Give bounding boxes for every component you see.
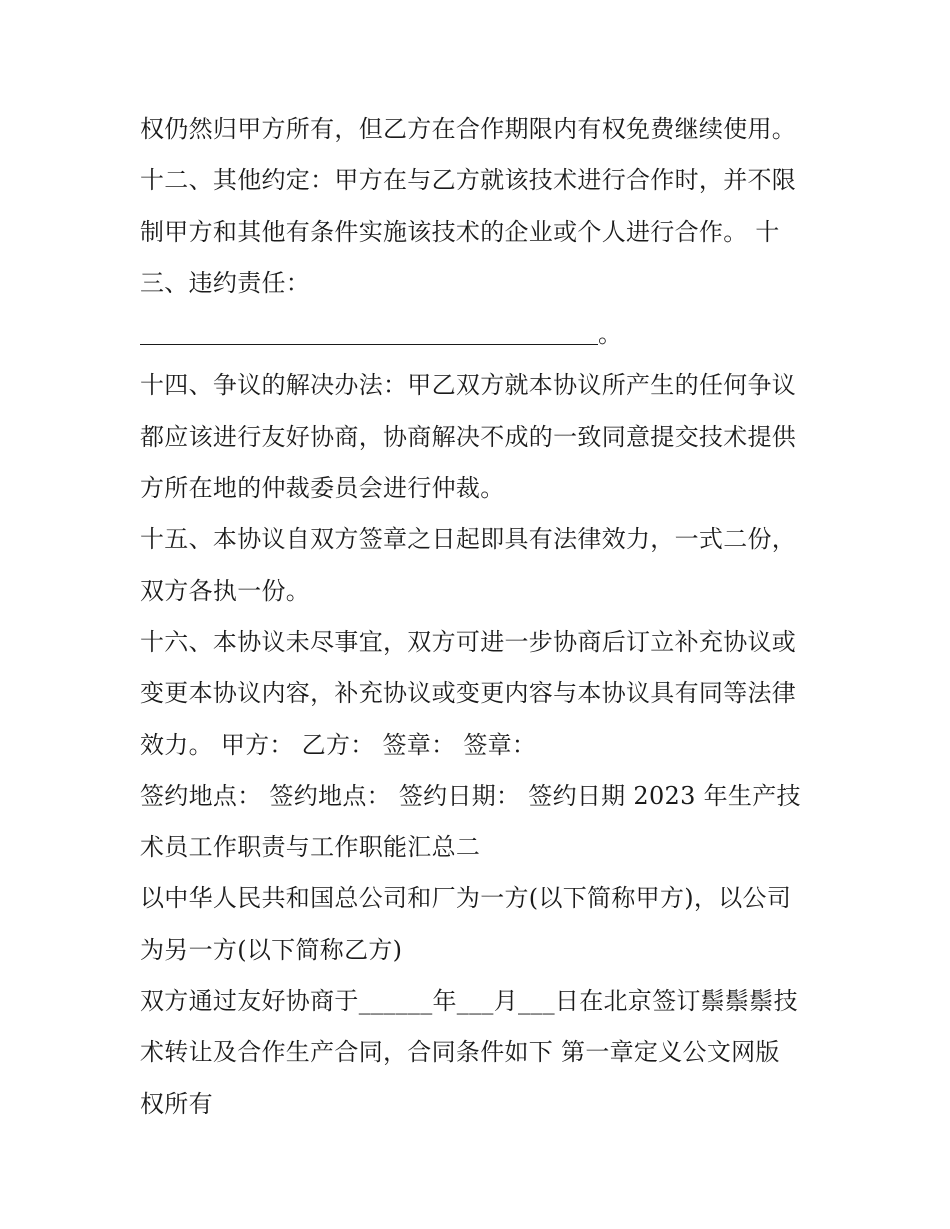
text-line: 十四、争议的解决办法：甲乙双方就本协议所产生的任何争议: [140, 371, 797, 400]
text-line: 都应该进行友好协商，协商解决不成的一致同意提交技术提供: [140, 422, 797, 451]
blank-fill-line: [140, 309, 820, 360]
text-line: 签约地点： 签约地点： 签约日期： 签约日期 2023 年生产技: [140, 781, 801, 810]
text-line: 十六、本协议未尽事宜，双方可进一步协商后订立补充协议或: [140, 627, 797, 656]
text-line: 为另一方(以下简称乙方): [140, 935, 403, 964]
text-line: 权仍然归甲方所有，但乙方在合作期限内有权免费继续使用。: [140, 115, 797, 143]
text-line: 三、违约责任：: [140, 268, 311, 297]
text-line: 权所有: [140, 1089, 213, 1118]
text-line: 以中华人民共和国总公司和厂为一方(以下简称甲方)，以公司: [140, 884, 792, 913]
text-line: 方所在地的仲裁委员会进行仲裁。: [140, 474, 505, 503]
text-line: 效力。 甲方： 乙方： 签章： 签章：: [140, 730, 537, 759]
text-line: 术员工作职责与工作职能汇总二: [140, 833, 481, 862]
text-line: 十二、其他约定：甲方在与乙方就该技术进行合作时，并不限: [140, 166, 797, 195]
text-line: 术转让及合作生产合同，合同条件如下 第一章定义公文网版: [140, 1038, 780, 1067]
text-line: 双方各执一份。: [140, 576, 311, 605]
document-body: [140, 104, 820, 1130]
blank-line-period: 。: [598, 320, 623, 349]
blank-underline: [140, 320, 598, 345]
text-line: 变更本协议内容，补充协议或变更内容与本协议具有同等法律: [140, 679, 797, 708]
text-line: 十五、本协议自双方签章之日起即具有法律效力，一式二份，: [140, 525, 797, 554]
text-line: 双方通过友好协商于______年___月___日在北京签订鬃鬃鬃技: [140, 987, 798, 1016]
text-line: 制甲方和其他有条件实施该技术的企业或个人进行合作。 十: [140, 217, 780, 246]
